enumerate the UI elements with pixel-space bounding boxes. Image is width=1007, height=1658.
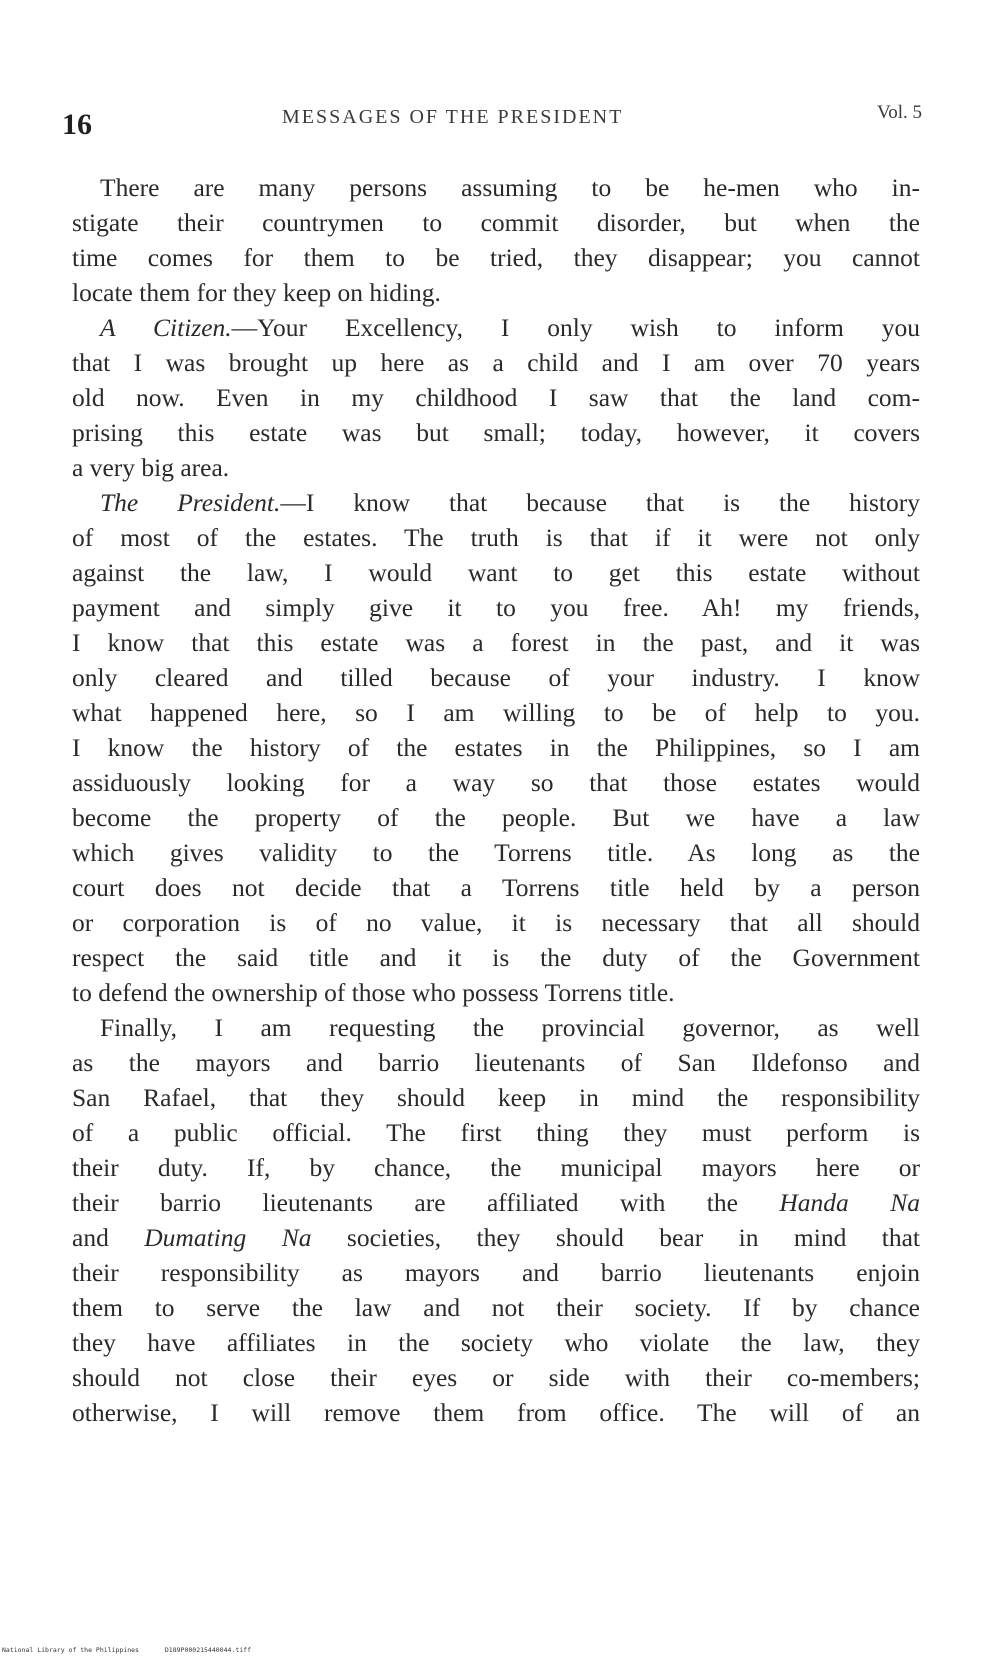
line-text: their barrio lieutenants are affiliated with the: [72, 1188, 738, 1217]
line-text-after: societies, they should bear in mind that: [311, 1223, 920, 1252]
text-line: [72, 1395, 920, 1430]
text-line: [72, 695, 920, 730]
line-text: as the mayors and barrio lieutenants of San Ildefonso and: [72, 1048, 920, 1077]
line-text: they have affiliates in the society who violate the law, they: [72, 1328, 920, 1357]
society-name: Dumating Na: [144, 1223, 312, 1252]
line-text: Finally, I am requesting the provincial governor, as well: [100, 1013, 920, 1042]
page-header: [62, 100, 922, 150]
line-text: San Rafael, that they should keep in mind the responsibility: [72, 1083, 920, 1112]
text-line: [72, 450, 920, 485]
text-line: [72, 1220, 920, 1255]
text-line: [72, 205, 920, 240]
line-text: or corporation is of no value, it is necessary that all should: [72, 908, 920, 937]
text-line: [72, 625, 920, 660]
line-text: what happened here, so I am willing to be of help to you.: [72, 698, 920, 727]
line-text: should not close their eyes or side with their co-members;: [72, 1363, 920, 1392]
line-text: I know the history of the estates in the Philippines, so I am: [72, 733, 920, 762]
text-line: [72, 800, 920, 835]
footer-library: National Library of the Philippines: [2, 1646, 139, 1654]
text-line: [72, 940, 920, 975]
line-text: locate them for they keep on hiding.: [72, 278, 441, 307]
text-line: [72, 555, 920, 590]
text-line: [72, 1115, 920, 1150]
speaker-name: A Citizen.: [100, 313, 232, 342]
line-text: —I know that because that is the history: [280, 488, 920, 517]
text-line: [72, 1290, 920, 1325]
line-text: respect the said title and it is the duty of the Government: [72, 943, 920, 972]
line-text: There are many persons assuming to be he-men who in-: [100, 173, 920, 202]
line-text: —Your Excellency, I only wish to inform you: [231, 313, 920, 342]
line-text: that I was brought up here as a child and I am over 70 years: [72, 348, 920, 377]
text-line: [72, 905, 920, 940]
line-text: become the property of the people. But we have a law: [72, 803, 920, 832]
text-line: [72, 1150, 920, 1185]
text-line: [72, 765, 920, 800]
text-line: [72, 485, 920, 520]
line-text: of most of the estates. The truth is that if it were not only: [72, 523, 920, 552]
footer-file: D189P000215440044.tiff: [164, 1646, 251, 1654]
text-line: [72, 835, 920, 870]
line-text: to defend the ownership of those who possess Torrens title.: [72, 978, 675, 1007]
line-text: otherwise, I will remove them from office. The will of an: [72, 1398, 920, 1427]
volume-label: Vol. 5: [876, 102, 922, 123]
line-text: stigate their countrymen to commit disorder, but when the: [72, 208, 920, 237]
line-text: old now. Even in my childhood I saw that the land com-: [72, 383, 920, 412]
text-line: [72, 1045, 920, 1080]
text-line: [72, 310, 920, 345]
body-text: [72, 170, 920, 1430]
text-line: [72, 1080, 920, 1115]
text-line: [72, 1010, 920, 1045]
line-text: payment and simply give it to you free. Ah! my friends,: [72, 593, 920, 622]
line-text: assiduously looking for a way so that those estates would: [72, 768, 920, 797]
text-line: [72, 590, 920, 625]
line-text: court does not decide that a Torrens title held by a person: [72, 873, 920, 902]
line-text: prising this estate was but small; today, however, it covers: [72, 418, 920, 447]
line-text: their duty. If, by chance, the municipal mayors here or: [72, 1153, 920, 1182]
text-line: [72, 975, 920, 1010]
scan-footer: [2, 1646, 273, 1654]
text-line: [72, 415, 920, 450]
line-text: their responsibility as mayors and barrio lieutenants enjoin: [72, 1258, 920, 1287]
line-text: a very big area.: [72, 453, 230, 482]
text-line: [72, 870, 920, 905]
text-line: [72, 1360, 920, 1395]
line-text: I know that this estate was a forest in the past, and it was: [72, 628, 920, 657]
text-line: [72, 1325, 920, 1360]
line-text: them to serve the law and not their society. If by chance: [72, 1293, 920, 1322]
text-line: [72, 275, 920, 310]
speaker-name: The President.: [100, 488, 281, 517]
text-line: [72, 520, 920, 555]
society-name: Handa Na: [779, 1188, 921, 1217]
line-text: only cleared and tilled because of your industry. I know: [72, 663, 920, 692]
text-line: [72, 660, 920, 695]
text-line: [72, 380, 920, 415]
text-line: [72, 730, 920, 765]
text-line: [72, 1255, 920, 1290]
line-text: which gives validity to the Torrens title. As long as the: [72, 838, 920, 867]
text-line: [72, 170, 920, 205]
text-line: [72, 1185, 920, 1220]
line-text: time comes for them to be tried, they disappear; you cannot: [72, 243, 920, 272]
line-text: and: [72, 1223, 109, 1252]
text-line: [72, 345, 920, 380]
line-text: against the law, I would want to get this estate without: [72, 558, 920, 587]
line-text: of a public official. The first thing they must perform is: [72, 1118, 920, 1147]
text-line: [72, 240, 920, 275]
page-number: 16: [62, 108, 92, 141]
running-head: MESSAGES OF THE PRESIDENT: [282, 106, 624, 128]
